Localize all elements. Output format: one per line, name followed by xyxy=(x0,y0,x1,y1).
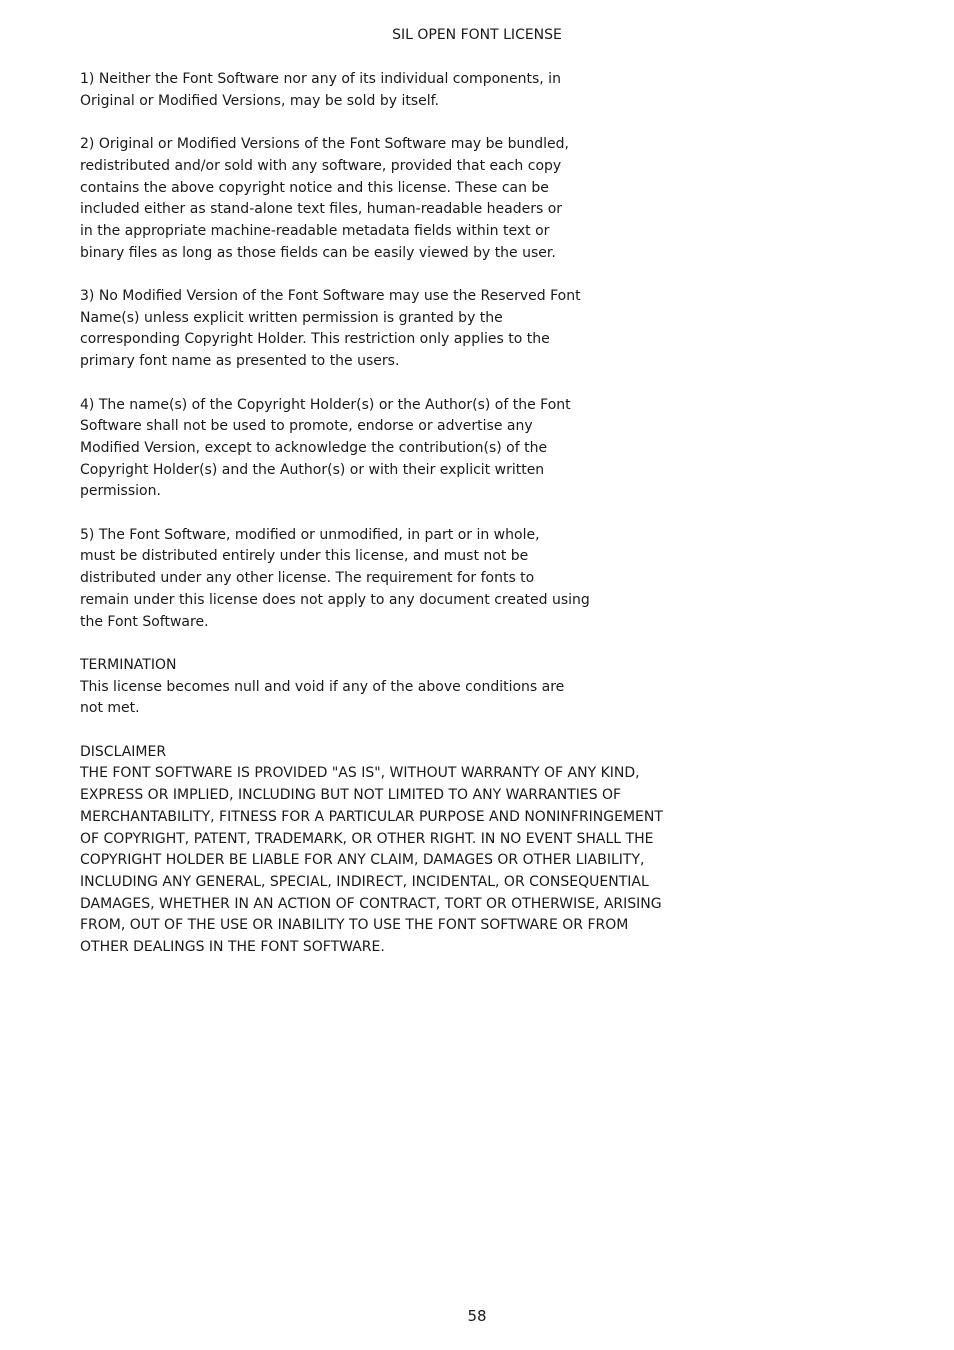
text-line: Original or Modified Versions, may be sold by itself. xyxy=(80,92,440,109)
text-line: 5) The Font Software, modified or unmodified, in part or in whole, xyxy=(80,526,540,543)
text-line: 4) The name(s) of the Copyright Holder(s) or the Author(s) of the Font xyxy=(80,396,571,413)
text-line: permission. xyxy=(80,483,161,500)
text-line: primary font name as presented to the users. xyxy=(80,353,400,370)
license-paragraph xyxy=(80,525,700,634)
text-line: binary files as long as those fields can be easily viewed by the user. xyxy=(80,244,556,261)
disclaimer-section xyxy=(80,742,700,959)
text-line: Name(s) unless explicit written permission is granted by the xyxy=(80,309,503,326)
text-line: 3) No Modified Version of the Font Software may use the Reserved Font xyxy=(80,288,581,304)
text-line: OTHER DEALINGS IN THE FONT SOFTWARE. xyxy=(80,939,385,956)
text-line: must be distributed entirely under this license, and must not be xyxy=(80,548,529,565)
text-line: 1) Neither the Font Software nor any of its individual components, in xyxy=(80,71,561,87)
license-paragraph xyxy=(80,286,700,373)
text-line: remain under this license does not apply to any document created using xyxy=(80,591,590,608)
text-line: FROM, OUT OF THE USE OR INABILITY TO USE THE FONT SOFTWARE OR FROM xyxy=(80,917,629,934)
text-line: OF COPYRIGHT, PATENT, TRADEMARK, OR OTHER RIGHT. IN NO EVENT SHALL THE xyxy=(80,830,654,847)
text-line: THE FONT SOFTWARE IS PROVIDED "AS IS", WITHOUT WARRANTY OF ANY KIND, xyxy=(80,765,640,782)
text-line: in the appropriate machine-readable metadata fields within text or xyxy=(80,222,550,239)
text-line: Modified Version, except to acknowledge the contribution(s) of the xyxy=(80,439,548,456)
text-line: contains the above copyright notice and this license. These can be xyxy=(80,179,549,196)
page-number: 58 xyxy=(467,1307,487,1325)
license-paragraph xyxy=(80,69,700,112)
page-header-title: SIL OPEN FONT LICENSE xyxy=(392,27,562,43)
termination-section xyxy=(80,655,700,720)
text-line: redistributed and/or sold with any software, provided that each copy xyxy=(80,157,562,174)
text-line: DAMAGES, WHETHER IN AN ACTION OF CONTRACT, TORT OR OTHERWISE, ARISING xyxy=(80,895,662,912)
text-line: not met. xyxy=(80,700,140,717)
text-line: EXPRESS OR IMPLIED, INCLUDING BUT NOT LIMITED TO ANY WARRANTIES OF xyxy=(80,787,622,804)
license-body xyxy=(80,69,700,980)
license-paragraph xyxy=(80,395,700,504)
text-line: COPYRIGHT HOLDER BE LIABLE FOR ANY CLAIM, DAMAGES OR OTHER LIABILITY, xyxy=(80,852,645,869)
section-heading: TERMINATION xyxy=(80,656,177,673)
text-line: INCLUDING ANY GENERAL, SPECIAL, INDIRECT, INCIDENTAL, OR CONSEQUENTIAL xyxy=(80,873,649,890)
text-line: included either as stand-alone text files, human-readable headers or xyxy=(80,201,563,218)
text-line: corresponding Copyright Holder. This restriction only applies to the xyxy=(80,331,550,348)
section-heading: DISCLAIMER xyxy=(80,743,167,760)
text-line: MERCHANTABILITY, FITNESS FOR A PARTICULAR PURPOSE AND NONINFRINGEMENT xyxy=(80,808,663,825)
text-line: Copyright Holder(s) and the Author(s) or with their explicit written xyxy=(80,461,545,478)
text-line: 2) Original or Modified Versions of the Font Software may be bundled, xyxy=(80,136,569,153)
text-line: Software shall not be used to promote, endorse or advertise any xyxy=(80,418,533,435)
text-line: the Font Software. xyxy=(80,613,209,630)
text-line: distributed under any other license. The requirement for fonts to xyxy=(80,570,535,587)
text-line: This license becomes null and void if any of the above conditions are xyxy=(80,678,565,695)
license-paragraph xyxy=(80,134,700,264)
